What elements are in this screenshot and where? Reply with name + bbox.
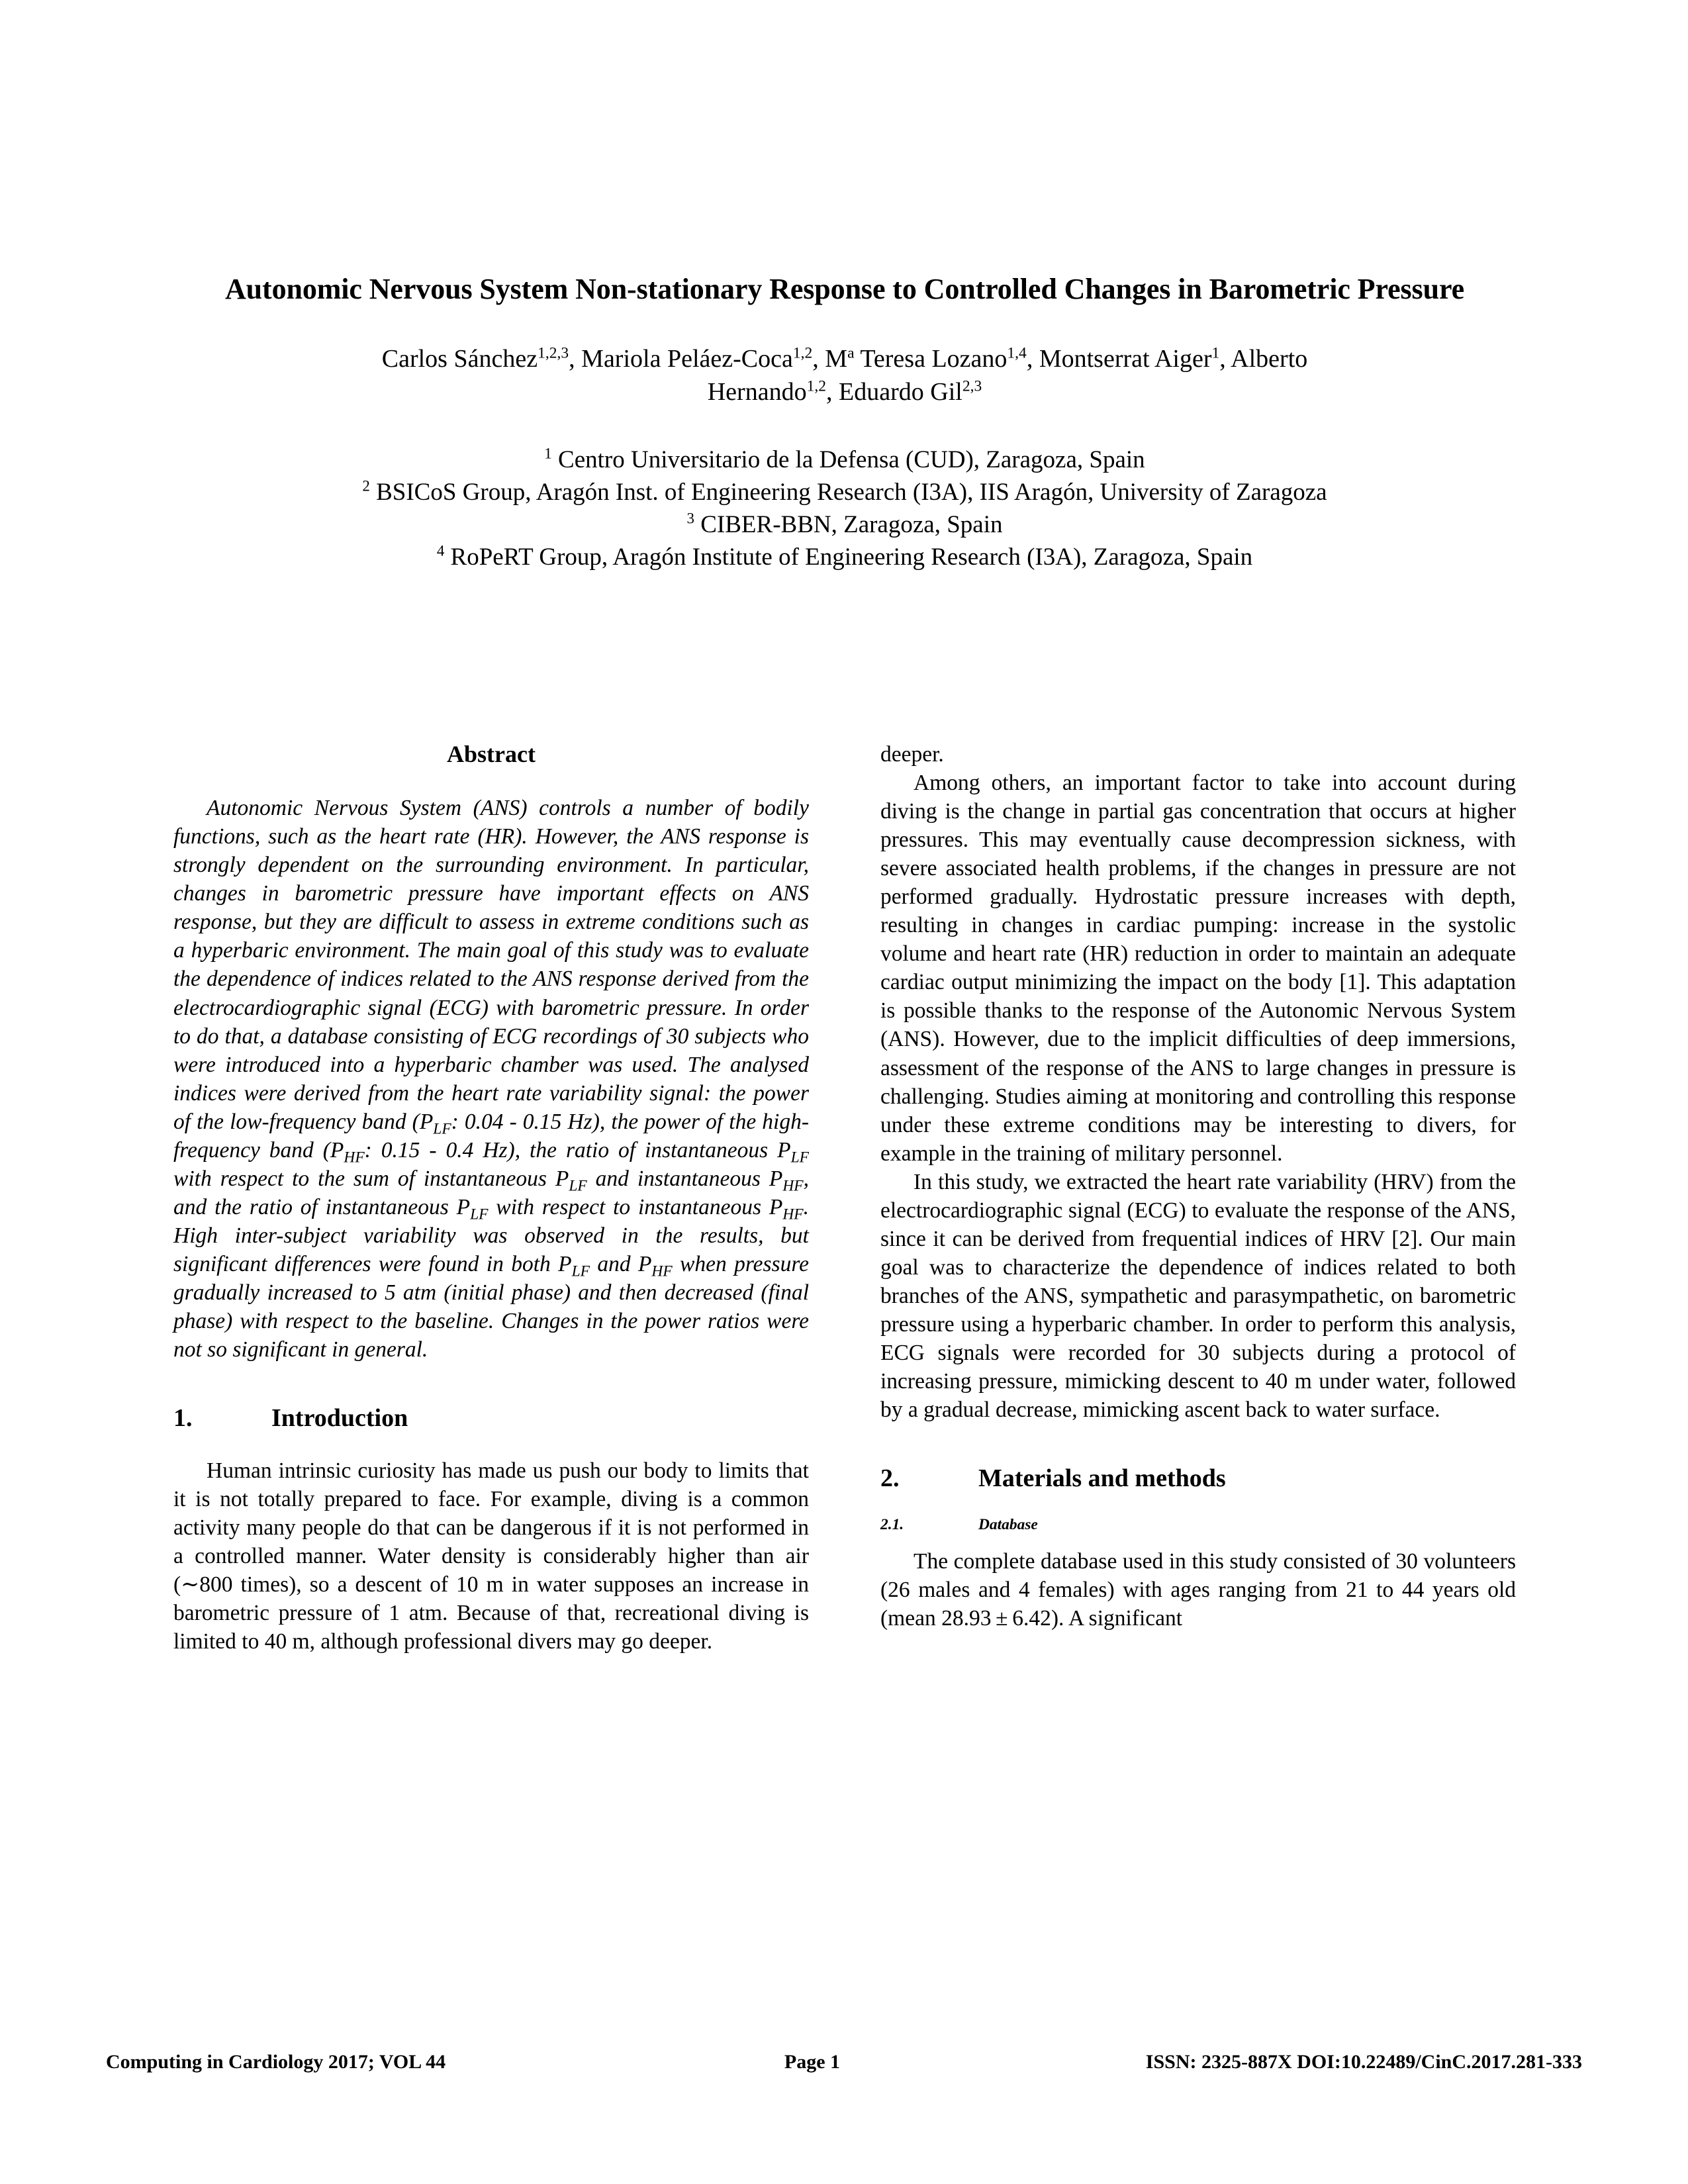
abstract-text-2: : 0.04 - 0.15 Hz), the power of the high-frequency band ( bbox=[173, 1109, 809, 1163]
phf-symbol-3: P bbox=[769, 1194, 783, 1219]
phf-subscript-4: HF bbox=[651, 1262, 673, 1280]
author-gil-affil: 2,3 bbox=[962, 377, 982, 395]
author-alberto-partial: , Alberto bbox=[1219, 345, 1308, 373]
abstract-text-4: with respect to the sum of instantaneous bbox=[173, 1166, 555, 1191]
title-block bbox=[173, 270, 1516, 573]
phf-subscript-2: HF bbox=[782, 1177, 804, 1195]
plf-subscript-5: LF bbox=[571, 1262, 590, 1280]
page-footer bbox=[106, 2051, 1582, 2073]
author-gil: , Eduardo Gil bbox=[826, 378, 962, 406]
affiliation-3 bbox=[173, 508, 1516, 541]
database-text-a: The complete database used in this study consisted of 30 volunteers (26 males and 4 females) with ages ranging from 21 to 44 years old (mean bbox=[880, 1548, 1516, 1631]
spacer bbox=[880, 1525, 1516, 1547]
abstract-text-1: Autonomic Nervous System (ANS) controls a number of bodily functions, such as the heart rate (HR). However, the ANS response is strongly dependent on the surrounding environment. In particular, changes in barometric pressure have important effects on ANS response, but they are difficult to assess in extreme conditions such as a hyperbaric environment. The main goal of this study was to evaluate the dependence of indices related to the ANS response derived from the electrocardiographic signal (ECG) with barometric pressure. In order to do that, a database consisting of ECG recordings of 30 subjects who were introduced into a hyperbaric chamber was used. The analysed indices were derived from the heart rate variability signal: the power of the low-frequency band ( bbox=[173, 796, 809, 1134]
affiliation-2-marker: 2 bbox=[362, 477, 370, 495]
affiliation-4-text: RoPeRT Group, Aragón Institute of Engineering Research (I3A), Zaragoza, Spain bbox=[444, 544, 1253, 571]
plf-subscript-2: LF bbox=[790, 1149, 809, 1166]
abstract-paragraph bbox=[173, 794, 809, 1364]
section-number-2: 2. bbox=[880, 1464, 900, 1493]
section-heading-materials bbox=[880, 1464, 1516, 1494]
database-mean-value: 28.93 ± 6.42 bbox=[941, 1605, 1051, 1631]
spacer bbox=[173, 1364, 809, 1403]
author-aiger: , Montserrat Aiger bbox=[1026, 345, 1212, 373]
affiliation-2-text: BSICoS Group, Aragón Inst. of Engineering Research (I3A), IIS Aragón, University of Zaragoza bbox=[369, 478, 1327, 506]
affiliation-3-marker: 3 bbox=[686, 510, 694, 527]
plf-symbol-4: P bbox=[456, 1194, 471, 1219]
spacer bbox=[173, 1434, 809, 1456]
spacer bbox=[880, 1494, 1516, 1525]
affiliation-list bbox=[173, 444, 1516, 574]
intro-paragraph-1: Human intrinsic curiosity has made us push our body to limits that it is not totally prepared to face. For example, diving is a common activity many people do that can be dangerous if it is not performed in a controlled manner. Water density is considerably higher than air (∼800 times), so a descent of 10 m in water supposes an increase in barometric pressure of 1 atm. Because of that, recreational diving is limited to 40 m, although professional divers may go deeper. bbox=[173, 1458, 809, 1654]
plf-subscript-3: LF bbox=[569, 1177, 587, 1195]
abstract-text-10: when pressure gradually increased to 5 atm (initial phase) and then decreased (final phase) with respect to the baseline. Changes in the power ratios were not so significant in general. bbox=[173, 1251, 810, 1362]
affiliation-4 bbox=[173, 541, 1516, 573]
phf-subscript-3: HF bbox=[782, 1206, 804, 1223]
phf-symbol-2: P bbox=[769, 1166, 783, 1191]
author-pelaez: , Mariola Peláez-Coca bbox=[569, 345, 793, 373]
intro-paragraph-2: Among others, an important factor to take into account during diving is the change in partial gas concentration that occurs at higher pressures. This may eventually cause decompression sickness, with severe associated health problems, if the changes in pressure are not performed gradually. Hydrostatic pressure increases with depth, resulting in changes in cardiac pumping: increase in the systolic volume and heart rate (HR) reduction in order to maintain an adequate cardiac output minimizing the impact on the body [1]. This adaptation is possible thanks to the response of the Autonomic Nervous System (ANS). However, due to the implicit difficulties of deep immersions, assessment of the response of the ANS to large changes in pressure is challenging. Studies aiming at monitoring and controlling this response under these extreme conditions may be interesting to divers, for example in the training of military personnel. bbox=[880, 771, 1516, 1166]
section-number-1: 1. bbox=[173, 1404, 193, 1433]
phf-subscript-1: HF bbox=[344, 1149, 365, 1166]
footer-page-number: Page 1 bbox=[784, 2051, 841, 2073]
phf-symbol-1: P bbox=[330, 1137, 344, 1163]
right-column: deeper. Among others, an important factor to take into account during diving is the change in partial gas concentration that occurs at higher pressures. This may eventually cause decompression sickness, with severe associated health problems, if the changes in pressure are not performed gradually. Hydrostatic pressure increases with depth, resulting in changes in cardiac pumping: increase in the systolic volume and heart rate (HR) reduction in order to maintain an adequate cardiac output minimizing the impact on the body [1]. This adaptation is possible thanks to the response of the Autonomic Nervous System (ANS). However, due to the implicit difficulties of deep immersions, assessment of the response of the ANS to large changes in pressure is challenging. Studies aiming at monitoring and controlling this response under these extreme conditions may be interesting to divers, for example in the training of military personnel. In this study, we extracted the heart rate variability (HRV) from the electrocardiographic signal (ECG) to evaluate the response of the ANS, since it can be derived from frequential indices of HRV [2]. Our main goal was to characterize the dependence of indices related to both branches of the ANS, sympathetic and parasympathetic, on barometric pressure using a hyperbaric chamber. In order to perform this analysis, ECG signals were recorded for 30 subjects during a protocol of increasing pressure, mimicking descent to 40 m under water, followed by a gradual decrease, mimicking ascent back to water surface. 2. Materials and methods 2.1. Database The complete database used in this study consisted of 30 volunteers (26 males and 4 females) with ages ranging from 21 to 44 years old (mean 28.93 ± 6.42). A significant bbox=[880, 740, 1516, 1633]
intro-paragraph-1-continued: deeper. bbox=[880, 742, 944, 767]
abstract-text-3: : 0.15 - 0.4 Hz), the ratio of instantaneous bbox=[364, 1137, 778, 1163]
section-title-introduction: Introduction bbox=[271, 1404, 408, 1433]
abstract-text-9: and bbox=[589, 1251, 638, 1276]
database-text-b: ). A significant bbox=[1051, 1605, 1183, 1631]
plf-subscript-4: LF bbox=[470, 1206, 489, 1223]
database-paragraph-1 bbox=[880, 1547, 1516, 1633]
author-sanchez-affil: 1,2,3 bbox=[538, 344, 569, 362]
plf-subscript-1: LF bbox=[433, 1120, 451, 1138]
author-lozano-affil: 1,4 bbox=[1007, 344, 1027, 362]
section-title-materials: Materials and methods bbox=[978, 1464, 1226, 1493]
author-aiger-affil: 1 bbox=[1211, 344, 1220, 362]
author-pelaez-affil: 1,2 bbox=[792, 344, 813, 362]
abstract-text-7: with respect to instantaneous bbox=[488, 1194, 769, 1219]
section-heading-introduction bbox=[173, 1403, 809, 1434]
author-hernando-affil: 1,2 bbox=[806, 377, 827, 395]
author-lozano: Teresa Lozano bbox=[854, 345, 1008, 373]
affiliation-3-text: CIBER-BBN, Zaragoza, Spain bbox=[694, 510, 1003, 538]
abstract-text-6: , and the ratio of instantaneous bbox=[173, 1166, 809, 1219]
plf-symbol-2: P bbox=[777, 1137, 791, 1163]
spacer bbox=[880, 1424, 1516, 1464]
author-lozano-prefix: , M bbox=[812, 345, 848, 373]
page-title: Autonomic Nervous System Non-stationary Response to Controlled Changes in Barometric Pressure bbox=[224, 273, 1465, 305]
plf-symbol-1: P bbox=[419, 1109, 434, 1134]
affiliation-1-marker: 1 bbox=[544, 445, 552, 462]
author-hernando: Hernando bbox=[707, 378, 807, 406]
affiliation-1-text: Centro Universitario de la Defensa (CUD), Zaragoza, Spain bbox=[551, 446, 1145, 473]
author-list bbox=[173, 342, 1516, 408]
plf-symbol-3: P bbox=[555, 1166, 569, 1191]
plf-symbol-5: P bbox=[558, 1251, 572, 1276]
author-lozano-ordinal: a bbox=[847, 344, 855, 362]
footer-journal: Computing in Cardiology 2017; VOL 44 bbox=[106, 2051, 446, 2073]
footer-issn-doi: ISSN: 2325-887X DOI:10.22489/CinC.2017.281-333 bbox=[1145, 2051, 1582, 2073]
author-sanchez: Carlos Sánchez bbox=[381, 345, 538, 373]
phf-symbol-4: P bbox=[637, 1251, 652, 1276]
intro-paragraph-3: In this study, we extracted the heart rate variability (HRV) from the electrocardiographic signal (ECG) to evaluate the response of the ANS, since it can be derived from frequential indices of HRV [2]. Our main goal was to characterize the dependence of indices related to both branches of the ANS, sympathetic and parasympathetic, on barometric pressure using a hyperbaric chamber. In order to perform this analysis, ECG signals were recorded for 30 subjects during a protocol of increasing pressure, mimicking descent to 40 m under water, followed by a gradual decrease, mimicking ascent back to water surface. bbox=[880, 1169, 1516, 1423]
affiliation-2 bbox=[173, 476, 1516, 508]
abstract-text-5: and instantaneous bbox=[586, 1166, 769, 1191]
abstract-text-8: . High inter-subject variability was observed in the results, but significant differences were found in both bbox=[173, 1194, 809, 1276]
abstract-heading: Abstract bbox=[447, 741, 536, 767]
affiliation-4-marker: 4 bbox=[436, 542, 445, 559]
affiliation-1 bbox=[173, 444, 1516, 476]
left-column bbox=[173, 740, 809, 1656]
